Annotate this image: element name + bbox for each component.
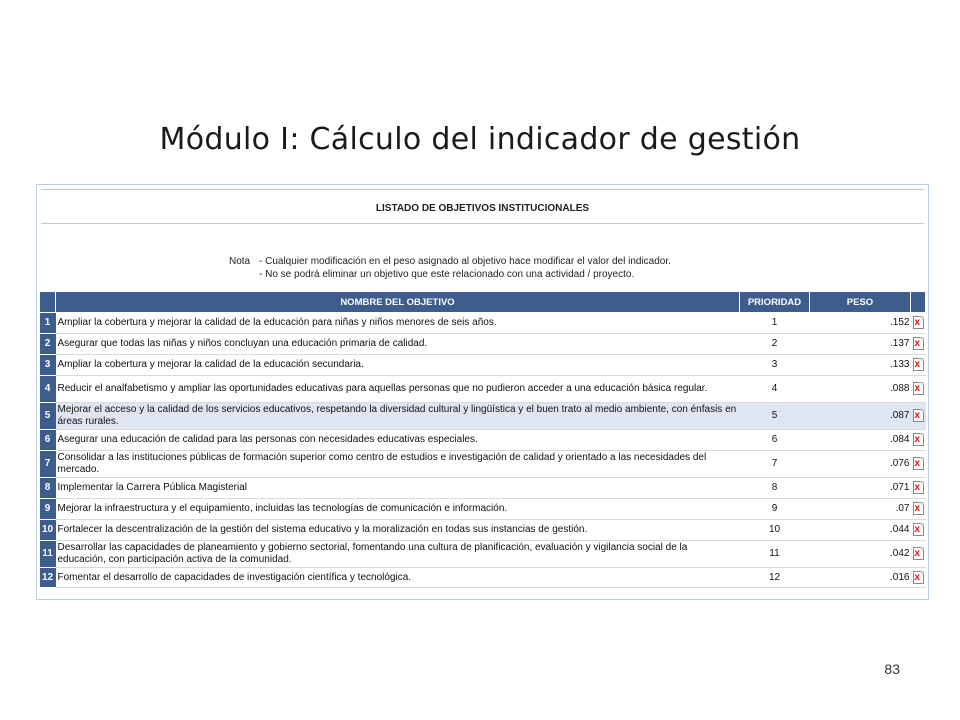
table-header-row [40, 292, 926, 313]
objective-name[interactable]: Ampliar la cobertura y mejorar la calidad de la educación para niñas y niños menores de seis años. [56, 313, 740, 334]
objective-weight: .152 [810, 313, 911, 334]
objective-priority: 5 [740, 403, 810, 430]
objectives-panel [36, 184, 929, 600]
delete-icon[interactable]: x [913, 433, 924, 446]
objective-priority: 1 [740, 313, 810, 334]
delete-icon[interactable]: x [913, 481, 924, 494]
objective-weight: .087 [810, 403, 911, 430]
slide-title: Módulo I: Cálculo del indicador de gestión [159, 122, 801, 157]
table-row[interactable] [40, 334, 926, 355]
objective-name[interactable]: Asegurar una educación de calidad para las personas con necesidades educativas especiales. [56, 430, 740, 451]
header-name[interactable]: NOMBRE DEL OBJETIVO [56, 292, 740, 313]
row-number: 6 [40, 430, 56, 451]
table-row[interactable] [40, 451, 926, 478]
objective-weight: .137 [810, 334, 911, 355]
row-number: 3 [40, 355, 56, 376]
objective-weight: .076 [810, 451, 911, 478]
delete-icon[interactable]: x [913, 358, 924, 371]
table-row[interactable] [40, 478, 926, 499]
delete-icon[interactable]: x [913, 571, 924, 584]
objective-priority: 8 [740, 478, 810, 499]
objective-priority: 6 [740, 430, 810, 451]
header-weight[interactable]: PESO [810, 292, 911, 313]
row-number: 7 [40, 451, 56, 478]
row-number: 4 [40, 376, 56, 403]
note-label: Nota [229, 256, 251, 267]
objective-weight: .088 [810, 376, 911, 403]
objective-priority: 2 [740, 334, 810, 355]
note-line-2: - No se podrá eliminar un objetivo que este relacionado con una actividad / proyecto. [259, 269, 635, 280]
divider [41, 189, 924, 190]
objective-priority: 3 [740, 355, 810, 376]
delete-icon[interactable]: x [913, 523, 924, 536]
row-number: 1 [40, 313, 56, 334]
delete-icon[interactable]: x [913, 547, 924, 560]
listing-title: LISTADO DE OBJETIVOS INSTITUCIONALES [375, 203, 590, 214]
objective-name[interactable]: Asegurar que todas las niñas y niños concluyan una educación primaria de calidad. [56, 334, 740, 355]
objective-priority: 11 [740, 541, 810, 568]
delete-icon[interactable]: x [913, 457, 924, 470]
delete-icon[interactable]: x [913, 316, 924, 329]
objective-priority: 9 [740, 499, 810, 520]
objective-name[interactable]: Fortalecer la descentralización de la gestión del sistema educativo y la moralización en todas sus instancias de gestión. [56, 520, 740, 541]
delete-icon[interactable]: x [913, 409, 924, 422]
delete-icon[interactable]: x [913, 337, 924, 350]
delete-icon[interactable]: x [913, 382, 924, 395]
table-row[interactable] [40, 499, 926, 520]
page-number: 83 [884, 661, 900, 677]
row-number: 11 [40, 541, 56, 568]
objective-priority: 7 [740, 451, 810, 478]
objectives-table [39, 291, 926, 588]
delete-icon[interactable]: x [913, 502, 924, 515]
header-priority[interactable]: PRIORIDAD [740, 292, 810, 313]
note-line-1: - Cualquier modificación en el peso asignado al objetivo hace modificar el valor del indicador. [259, 256, 671, 267]
row-number: 12 [40, 568, 56, 588]
header-actions [911, 292, 926, 313]
objective-priority: 10 [740, 520, 810, 541]
row-number: 9 [40, 499, 56, 520]
objective-name[interactable]: Implementar la Carrera Pública Magisterial [56, 478, 740, 499]
row-number: 2 [40, 334, 56, 355]
table-row[interactable] [40, 568, 926, 588]
objective-name[interactable]: Mejorar el acceso y la calidad de los servicios educativos, respetando la diversidad cultural y lingüística y el buen trato al medio ambiente, con énfasis en áreas rurales. [56, 403, 740, 430]
objective-name[interactable]: Mejorar la infraestructura y el equipamiento, incluidas las tecnologías de comunicación e información. [56, 499, 740, 520]
objective-weight: .042 [810, 541, 911, 568]
header-corner [40, 292, 56, 313]
divider [41, 223, 924, 224]
table-row[interactable] [40, 430, 926, 451]
objective-weight: .016 [810, 568, 911, 588]
objective-weight: .084 [810, 430, 911, 451]
objective-name[interactable]: Reducir el analfabetismo y ampliar las oportunidades educativas para aquellas personas que no pudieron acceder a una educación básica regular. [56, 376, 740, 403]
objective-priority: 4 [740, 376, 810, 403]
row-number: 5 [40, 403, 56, 430]
objective-name[interactable]: Ampliar la cobertura y mejorar la calidad de la educación secundaria. [56, 355, 740, 376]
objective-name[interactable]: Consolidar a las instituciones públicas de formación superior como centro de estudios e investigación de calidad y orientado a las necesidades del mercado. [56, 451, 740, 478]
table-row[interactable] [40, 376, 926, 403]
table-row[interactable] [40, 403, 926, 430]
objective-weight: .071 [810, 478, 911, 499]
objective-weight: .07 [810, 499, 911, 520]
table-row[interactable] [40, 355, 926, 376]
objective-priority: 12 [740, 568, 810, 588]
objectives-table-container [39, 291, 925, 588]
table-row[interactable] [40, 520, 926, 541]
table-row[interactable] [40, 313, 926, 334]
objective-name[interactable]: Fomentar el desarrollo de capacidades de investigación científica y tecnológica. [56, 568, 740, 588]
objective-weight: .044 [810, 520, 911, 541]
row-number: 8 [40, 478, 56, 499]
objective-name[interactable]: Desarrollar las capacidades de planeamiento y gobierno sectorial, fomentando una cultura de planificación, evaluación y vigilancia social de la educación, con participación activa de la comunidad. [56, 541, 740, 568]
row-number: 10 [40, 520, 56, 541]
objective-weight: .133 [810, 355, 911, 376]
table-row[interactable] [40, 541, 926, 568]
